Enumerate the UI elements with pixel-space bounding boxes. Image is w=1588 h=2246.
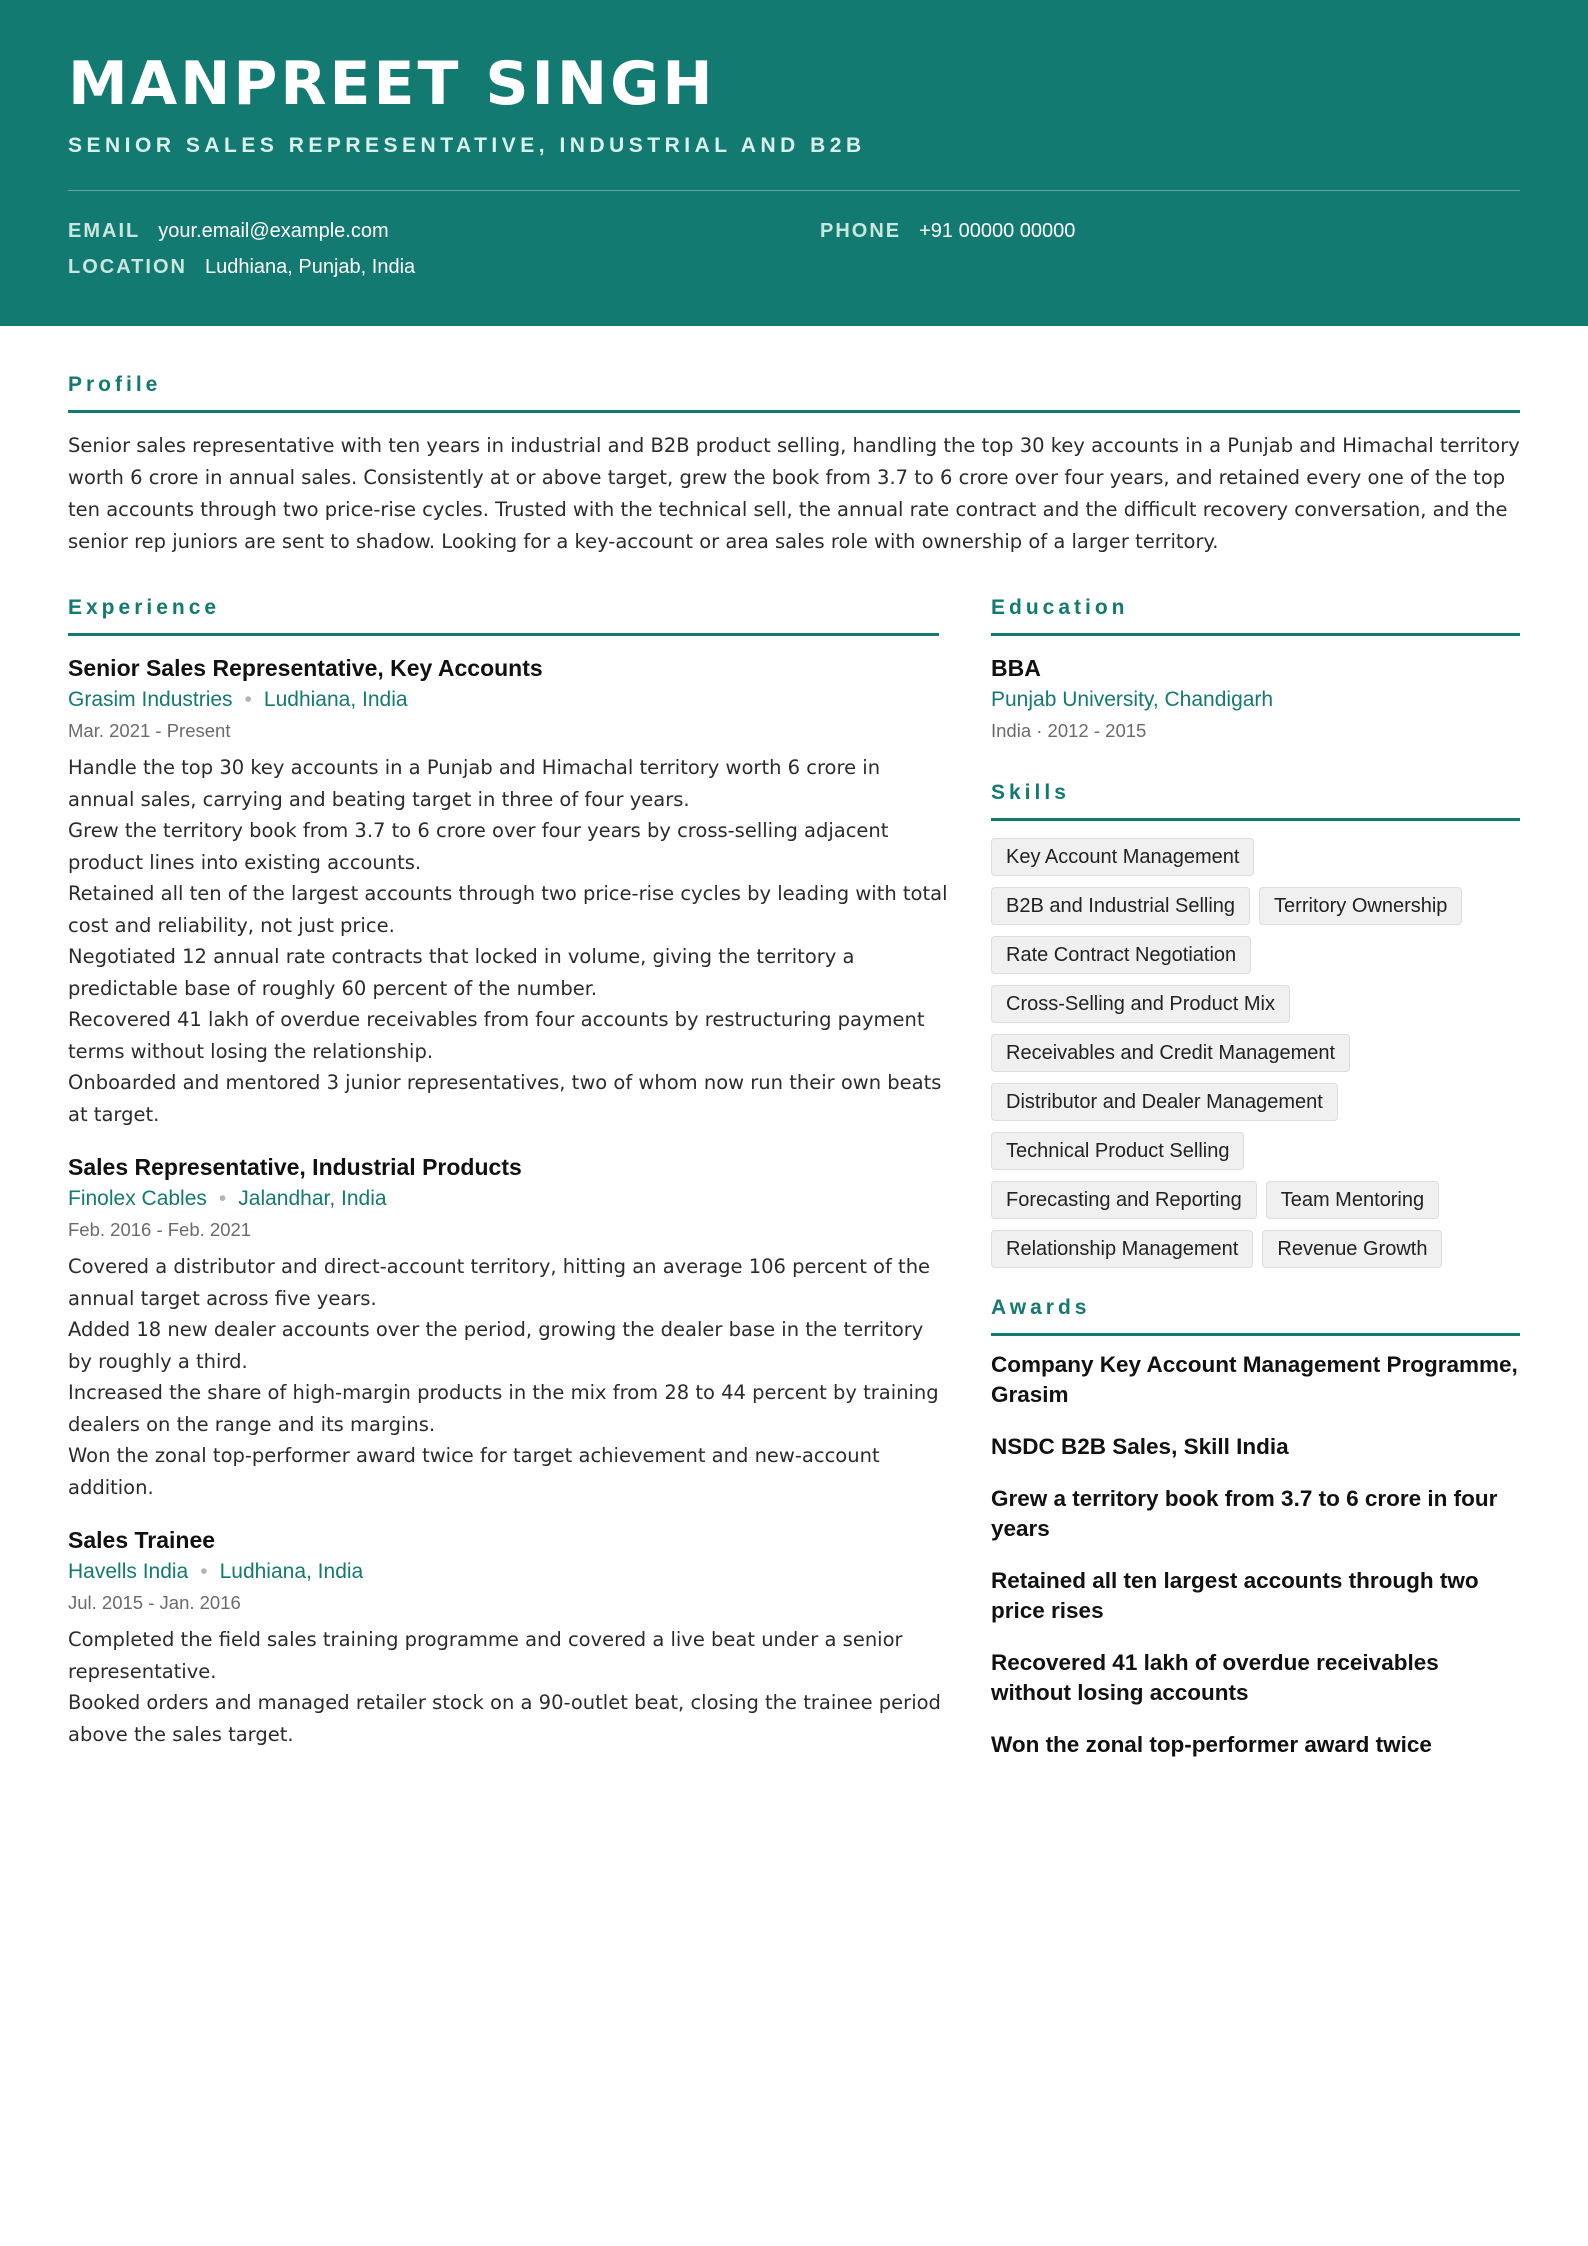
skill-chip: Rate Contract Negotiation — [991, 936, 1251, 974]
job-bullet: Recovered 41 lakh of overdue receivables from four accounts by restructuring payment terms without losing the relationship. — [68, 1008, 925, 1063]
phone-value[interactable]: +91 00000 00000 — [919, 220, 1076, 242]
header-divider — [68, 190, 1520, 191]
job-bullet: Covered a distributor and direct-account territory, hitting an average 106 percent of the annual target across five years. — [68, 1255, 931, 1310]
job-company: Havells India — [68, 1560, 189, 1583]
separator-dot: • — [200, 1560, 208, 1583]
job-dates: Feb. 2016 - Feb. 2021 — [68, 1219, 252, 1240]
skill-chip: Receivables and Credit Management — [991, 1034, 1350, 1072]
location-label: LOCATION — [68, 256, 187, 278]
job-bullet: Completed the field sales training programme and covered a live beat under a senior representative. — [68, 1628, 903, 1683]
job-company: Grasim Industries — [68, 688, 233, 711]
job-company-line — [68, 1556, 948, 1588]
award-item: Company Key Account Management Programme, Grasim — [991, 1352, 1518, 1407]
skill-chip: Forecasting and Reporting — [991, 1181, 1257, 1219]
job-entry — [68, 1524, 948, 1750]
job-title: Senior Sales Representative, Key Accounts — [68, 655, 543, 681]
experience-rule — [68, 633, 939, 636]
job-bullet: Retained all ten of the largest accounts through two price-rise cycles by leading with total cost and reliability, not just price. — [68, 882, 948, 937]
contact-phone — [820, 218, 1075, 244]
job-bullet: Increased the share of high-margin products in the mix from 28 to 44 percent by training dealers on the range and its margins. — [68, 1381, 939, 1436]
contact-location — [68, 254, 415, 280]
candidate-role: SENIOR SALES REPRESENTATIVE, INDUSTRIAL AND B2B — [68, 134, 866, 157]
skill-chip: B2B and Industrial Selling — [991, 887, 1250, 925]
job-company: Finolex Cables — [68, 1187, 207, 1210]
award-item: NSDC B2B Sales, Skill India — [991, 1434, 1289, 1459]
job-entry — [68, 1151, 948, 1503]
job-bullet: Handle the top 30 key accounts in a Punjab and Himachal territory worth 6 crore in annual sales, carrying and beating target in three of four years. — [68, 756, 881, 811]
candidate-name: MANPREET SINGH — [68, 49, 716, 119]
education-rule — [991, 633, 1520, 636]
email-value[interactable]: your.email@example.com — [158, 220, 389, 242]
awards-list — [991, 1350, 1531, 1782]
profile-summary: Senior sales representative with ten years in industrial and B2B product selling, handling the top 30 key accounts in a Punjab and Himachal territory worth 6 crore in annual sales. Consistently at or above target, grew the book from 3.7 to 6 crore over four years, and retained every one of the top ten accounts through two price-rise cycles. Trusted with the technical sell, the annual rate contract and the difficult recovery conversation, and the senior rep juniors are sent to shadow. Looking for a key-account or area sales role with ownership of a larger territory. — [68, 434, 1520, 553]
skill-chip: Territory Ownership — [1259, 887, 1462, 925]
job-company-line — [68, 1183, 948, 1215]
awards-rule — [991, 1333, 1520, 1336]
job-bullet: Won the zonal top-performer award twice for target achievement and new-account addition. — [68, 1444, 880, 1499]
job-bullet: Added 18 new dealer accounts over the period, growing the dealer base in the territory by roughly a third. — [68, 1318, 924, 1373]
location-value: Ludhiana, Punjab, India — [204, 256, 416, 278]
job-bullets — [68, 752, 948, 1130]
job-company-line — [68, 684, 948, 716]
edu-degree: BBA — [991, 655, 1041, 681]
job-bullets — [68, 1624, 948, 1750]
education-entry — [991, 652, 1521, 746]
job-dates: Mar. 2021 - Present — [68, 720, 231, 741]
skill-chip: Revenue Growth — [1262, 1230, 1442, 1268]
separator-dot: • — [218, 1187, 227, 1210]
skills-list — [991, 838, 1531, 1279]
job-bullet: Booked orders and managed retailer stock on a 90-outlet beat, closing the trainee period above the sales target. — [68, 1691, 941, 1746]
job-bullets — [68, 1251, 948, 1503]
award-item: Grew a territory book from 3.7 to 6 crore in four years — [991, 1486, 1498, 1541]
job-dates: Jul. 2015 - Jan. 2016 — [68, 1592, 241, 1613]
separator-dot: • — [244, 688, 252, 711]
skill-chip: Distributor and Dealer Management — [991, 1083, 1338, 1121]
edu-meta: India · 2012 - 2015 — [991, 720, 1147, 741]
job-bullet: Grew the territory book from 3.7 to 6 crore over four years by cross-selling adjacent product lines into existing accounts. — [68, 819, 889, 874]
award-item: Won the zonal top-performer award twice — [991, 1732, 1432, 1757]
job-bullet: Negotiated 12 annual rate contracts that locked in volume, giving the territory a predictable base of roughly 60 percent of the number. — [68, 945, 855, 1000]
profile-heading: Profile — [68, 373, 162, 396]
phone-label: PHONE — [820, 220, 902, 242]
job-title: Sales Trainee — [68, 1527, 216, 1553]
skill-chip: Key Account Management — [991, 838, 1254, 876]
skill-chip: Relationship Management — [991, 1230, 1253, 1268]
skill-chip: Technical Product Selling — [991, 1132, 1244, 1170]
job-entry — [68, 652, 948, 1130]
awards-heading: Awards — [991, 1296, 1091, 1319]
contact-email — [68, 218, 389, 244]
skills-rule — [991, 818, 1520, 821]
award-item: Recovered 41 lakh of overdue receivables without losing accounts — [991, 1650, 1439, 1705]
skills-heading: Skills — [991, 781, 1070, 804]
skill-chip: Cross-Selling and Product Mix — [991, 985, 1290, 1023]
job-location: Ludhiana, India — [219, 1560, 364, 1583]
job-title: Sales Representative, Industrial Products — [68, 1154, 522, 1180]
email-label: EMAIL — [68, 220, 141, 242]
job-location: Ludhiana, India — [263, 688, 408, 711]
profile-rule — [68, 410, 1520, 413]
education-heading: Education — [991, 596, 1129, 619]
job-location: Jalandhar, India — [238, 1187, 387, 1210]
award-item: Retained all ten largest accounts through two price rises — [991, 1568, 1479, 1623]
skill-chip: Team Mentoring — [1266, 1181, 1439, 1219]
edu-school: Punjab University, Chandigarh — [991, 688, 1274, 711]
experience-heading: Experience — [68, 596, 221, 619]
job-bullet: Onboarded and mentored 3 junior representatives, two of whom now run their own beats at target. — [68, 1071, 942, 1126]
resume-header — [0, 0, 1588, 326]
